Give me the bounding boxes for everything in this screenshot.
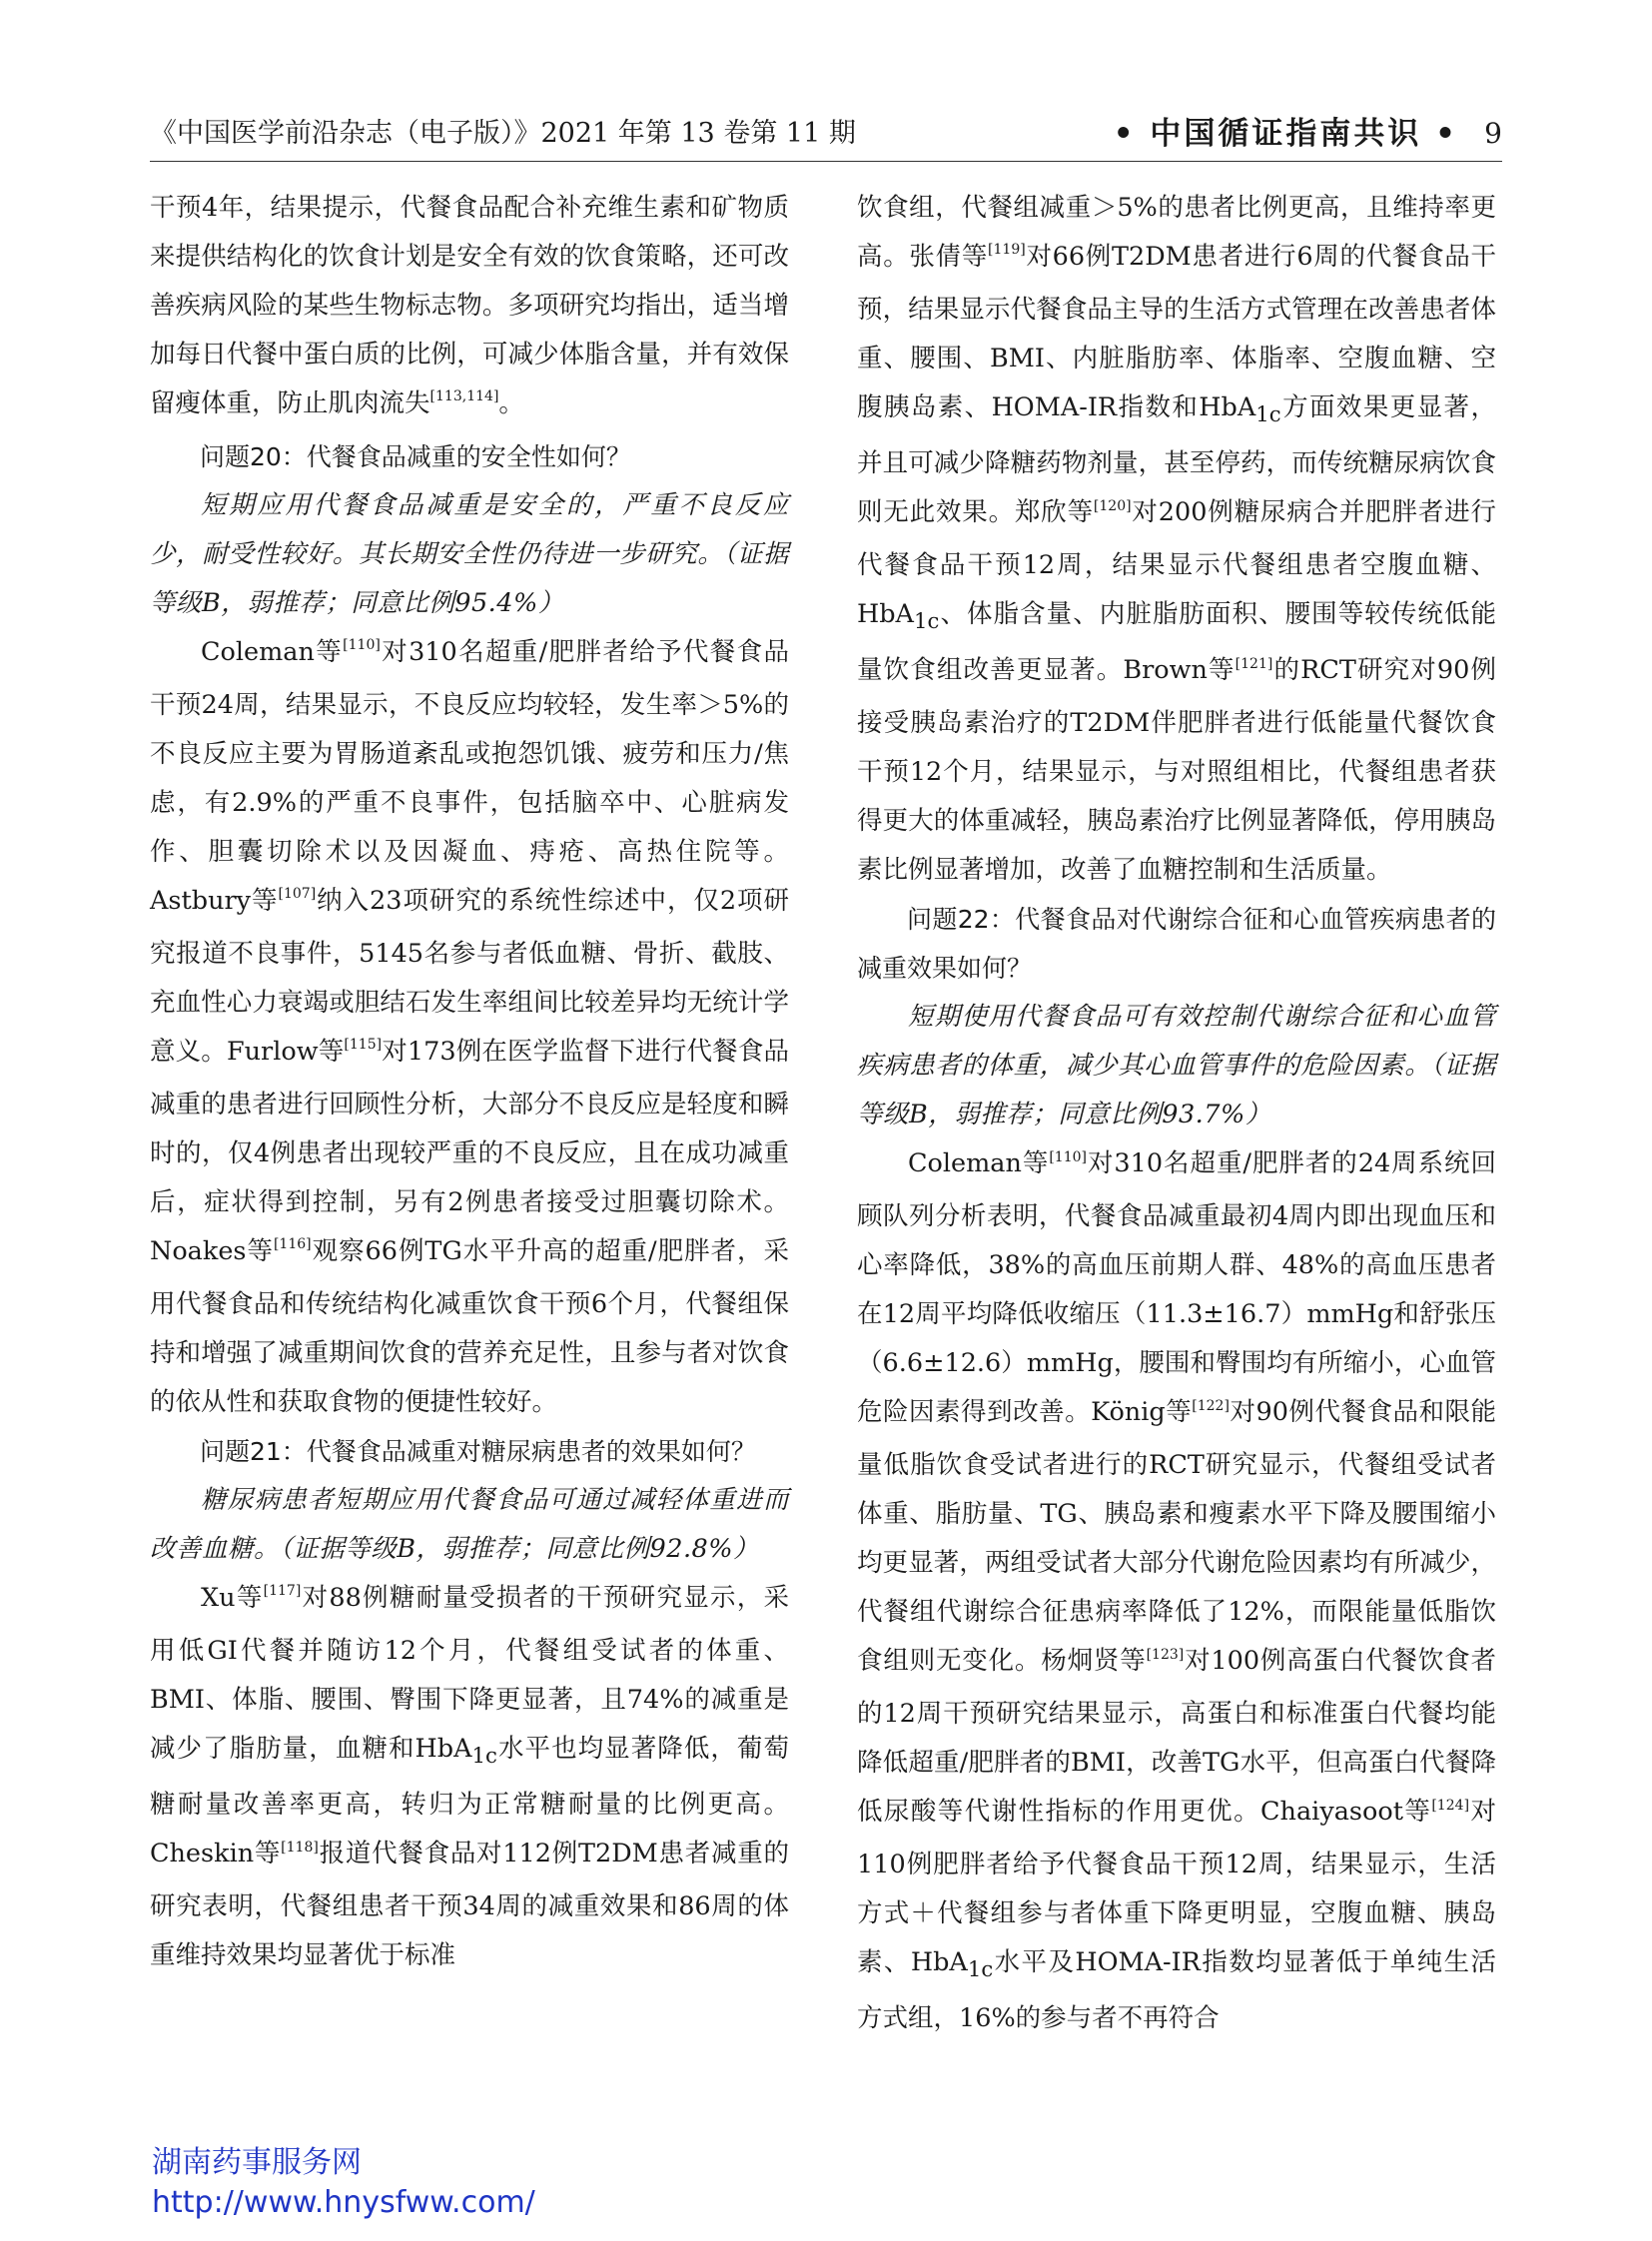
- question-20-heading: 问题20：代餐食品减重的安全性如何？: [200, 442, 631, 471]
- paragraph-metabolic-evidence: Coleman等[110]对310名超重/肥胖者的24周系统回顾队列分析表明，代餐食品减重最初4周内即出现血压和心率降低，38%的高血压前期人群、48%的高血压患者在12周平均降低收缩压（11.3±16.7）mmHg和舒张压（6.6±12.6）mmHg，腰围和臀围均有所缩小，心血管危险因素得到改善。König等[122]对90例代餐食品和限能量低脂饮食受试者进行的RCT研究显示，代餐组受试者体重、脂肪量、TG、胰岛素和瘦素水平下降及腰围缩小均更显著，两组受试者大部分代谢危险因素均有所减少，代餐组代谢综合征患病率降低了12%，而限能量低脂饮食组则无变化。杨炯贤等[123]对100例高蛋白代餐饮食者的12周干预研究结果显示，高蛋白和标准蛋白代餐均能降低超重/肥胖者的BMI，改善TG水平，但高蛋白代餐降低尿酸等代谢性指标的作用更优。Chaiyasoot等[124]对110例肥胖者给予代餐食品干预12周，结果显示，生活方式＋代餐组参与者体重下降更明显，空腹血糖、胰岛素、HbA$_{1c}$水平及HOMA-IR指数均显著低于单纯生活方式组，16%的参与者不再符合: [857, 1148, 1497, 2034]
- header-rule: [150, 161, 1502, 162]
- recommendation-21: 糖尿病患者短期应用代餐食品可通过减轻体重进而改善血糖。（证据等级B，弱推荐；同意比例92.8%）: [150, 1485, 789, 1564]
- paragraph-diabetes-evidence: Xu等[117]对88例糖耐量受损者的干预研究显示，采用低GI代餐并随访12个月，代餐组受试者的体重、BMI、体脂、腰围、臀围下降更显著，且74%的减重是减少了脂肪量，血糖和HbA$_{1c}$水平也均显著降低，葡萄糖耐量改善率更高，转归为正常糖耐量的比例更高。Cheskin等[118]报道代餐食品对112例T2DM患者减重的研究表明，代餐组患者干预34周的减重效果和86周的体重维持效果均显著优于标准: [150, 1583, 790, 1971]
- paragraph-safety-evidence: Coleman等[110]对310名超重/肥胖者给予代餐食品干预24周，结果显示，不良反应均较轻，发生率＞5%的不良反应主要为胃肠道紊乱或抱怨饥饿、疲劳和压力/焦虑，有2.9%的严重不良事件，包括脑卒中、心脏病发作、胆囊切除术以及因凝血、痔疮、高热住院等。Astbury等[107]纳入23项研究的系统性综述中，仅2项研究报道不良事件，5145名参与者低血糖、骨折、截肢、充血性心力衰竭或胆结石发生率组间比较差异均无统计学意义。Furlow等[115]对173例在医学监督下进行代餐食品减重的患者进行回顾性分析，大部分不良反应是轻度和瞬时的，仅4例患者出现较严重的不良反应，且在成功减重后，症状得到控制，另有2例患者接受过胆囊切除术。Noakes等[116]观察66例TG水平升高的超重/肥胖者，采用代餐食品和传统结构化减重饮食干预6个月，代餐组保持和增强了减重期间饮食的营养充足性，且参与者对饮食的依从性和获取食物的便捷性较好。: [150, 637, 789, 1417]
- running-header: [150, 112, 1502, 156]
- recommendation-22: 短期使用代餐食品可有效控制代谢综合征和心血管疾病患者的体重，减少其心血管事件的危险因素。（证据等级B，弱推荐；同意比例93.7%）: [857, 1002, 1496, 1130]
- watermark: [152, 2143, 535, 2223]
- recommendation-20: 短期应用代餐食品减重是安全的，严重不良反应少，耐受性较好。其长期安全性仍待进一步研究。（证据等级B，弱推荐；同意比例95.4%）: [150, 490, 789, 618]
- page-number: 9: [1484, 117, 1502, 150]
- question-22-heading: 问题22：代餐食品对代谢综合征和心血管疾病患者的减重效果如何？: [857, 905, 1496, 984]
- watermark-url[interactable]: http://www.hnysfww.com/: [152, 2185, 535, 2220]
- section-title: • 中国循证指南共识 •: [1113, 116, 1458, 152]
- question-21-heading: 问题21：代餐食品减重对糖尿病患者的效果如何？: [200, 1437, 756, 1466]
- right-column: [857, 184, 1496, 2043]
- paragraph-diabetes-continued: 饮食组，代餐组减重＞5%的患者比例更高，且维持率更高。张倩等[119]对66例T2DM患者进行6周的代餐食品干预，结果显示代餐食品主导的生活方式管理在改善患者体重、腰围、BMI、内脏脂肪率、体脂率、空腹血糖、空腹胰岛素、HOMA-IR指数和HbA$_{1c}$方面效果更显著，并且可减少降糖药物剂量，甚至停药，而传统糖尿病饮食则无此效果。郑欣等[120]对200例糖尿病合并肥胖者进行代餐食品干预12周，结果显示代餐组患者空腹血糖、HbA$_{1c}$、体脂含量、内脏脂肪面积、腰围等较传统低能量饮食组改善更显著。Brown等[121]的RCT研究对90例接受胰岛素治疗的T2DM伴肥胖者进行低能量代餐饮食干预12个月，结果显示，与对照组相比，代餐组患者获得更大的体重减轻，胰岛素治疗比例显著降低，停用胰岛素比例显著增加，改善了血糖控制和生活质量。: [857, 193, 1496, 886]
- left-column: [150, 184, 789, 1980]
- journal-citation: 《中国医学前沿杂志（电子版）》2021 年第 13 卷第 11 期: [150, 118, 856, 149]
- paragraph-continuation: 干预4年，结果提示，代餐食品配合补充维生素和矿物质来提供结构化的饮食计划是安全有效的饮食策略，还可改善疾病风险的某些生物标志物。多项研究均指出，适当增加每日代餐中蛋白质的比例，可减少体脂含量，并有效保留瘦体重，防止肌肉流失[113,114]。: [150, 193, 789, 418]
- watermark-site-name: 湖南药事服务网: [152, 2145, 362, 2180]
